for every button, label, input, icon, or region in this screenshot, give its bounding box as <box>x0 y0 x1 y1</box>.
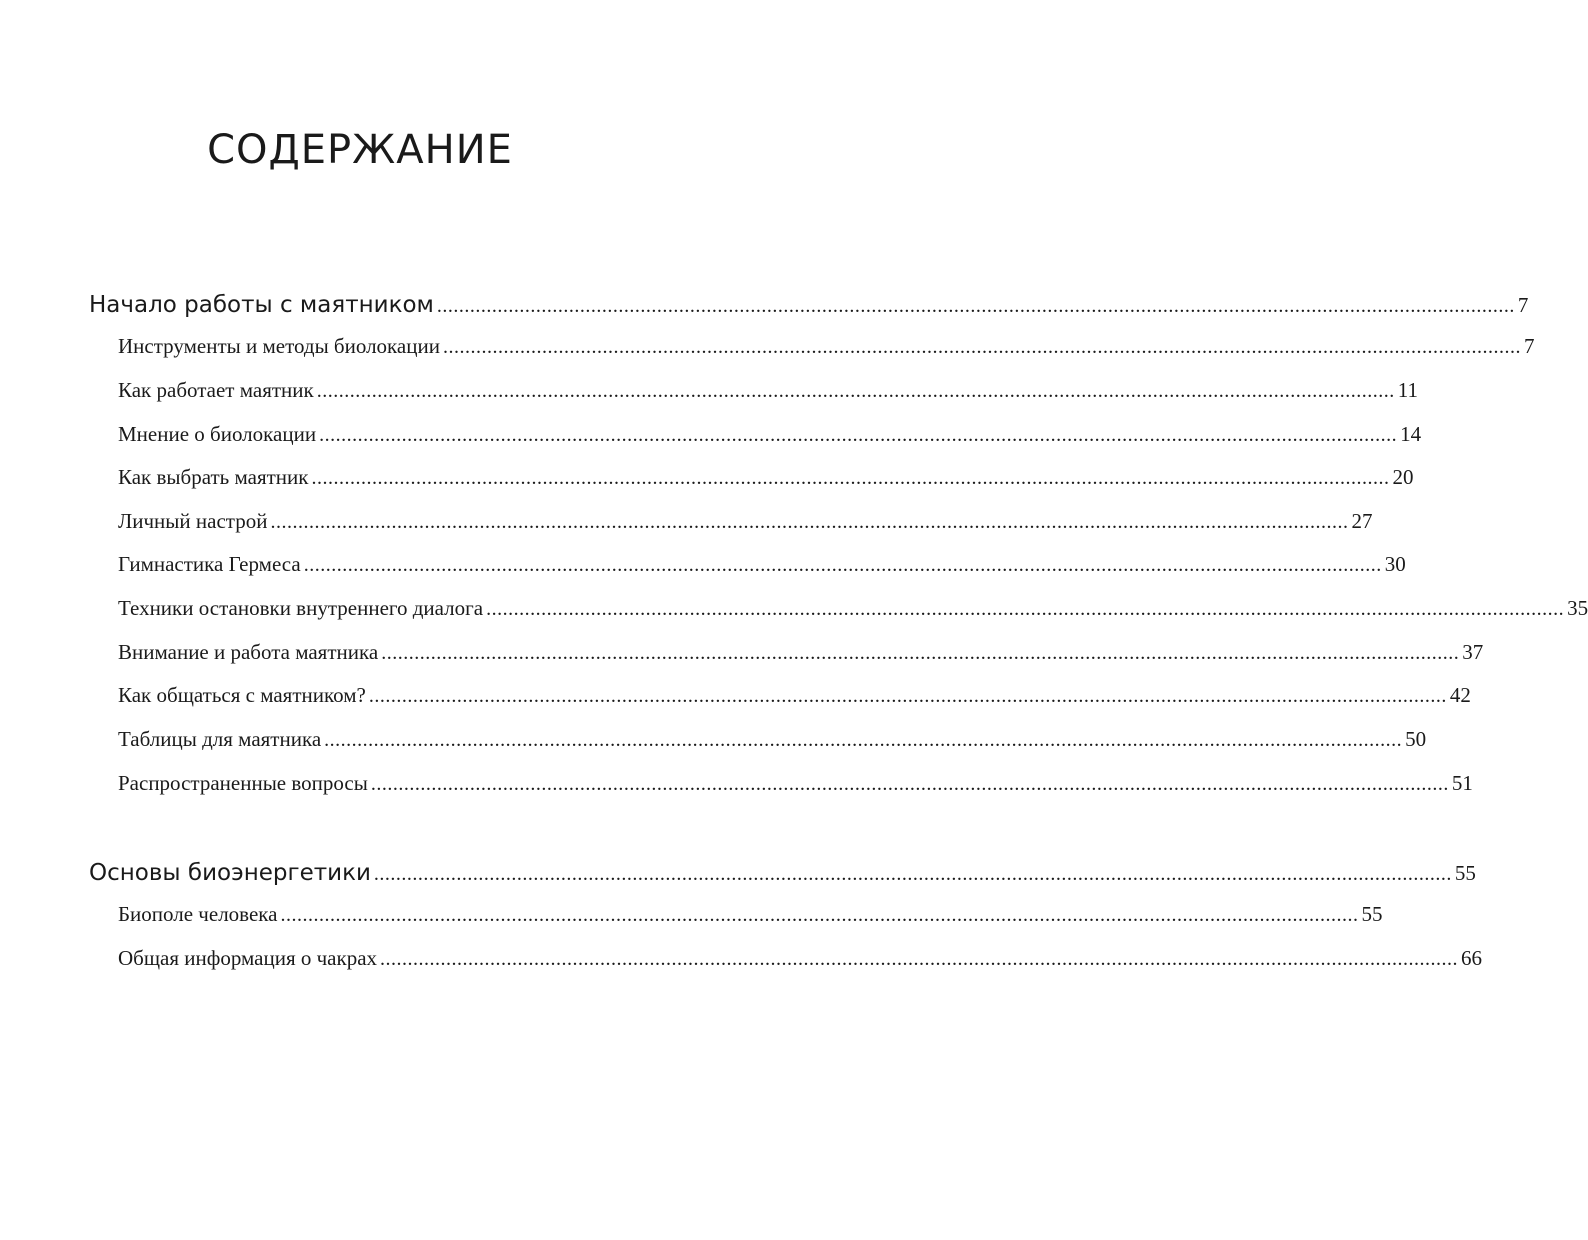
page-number: 35 <box>1567 596 1588 620</box>
section-title: Как выбрать маятник <box>118 465 309 489</box>
toc-section[interactable] <box>118 594 1588 623</box>
toc-section[interactable] <box>118 332 1535 361</box>
page-number: 55 <box>1361 902 1383 926</box>
dot-leader: .................................................................................................................................................................................................... <box>303 554 1382 576</box>
toc-section[interactable] <box>118 420 1422 449</box>
dot-leader: .................................................................................................................................................................................................... <box>436 295 1515 317</box>
page-title: СОДЕРЖАНИЕ <box>207 127 513 173</box>
chapter-title: Начало работы с маятником <box>89 292 434 318</box>
toc-section[interactable] <box>118 463 1414 492</box>
page-number: 11 <box>1397 378 1418 402</box>
dot-leader: .................................................................................................................................................................................................... <box>442 336 1521 358</box>
page-number: 51 <box>1451 771 1473 795</box>
page-number: 30 <box>1384 552 1406 576</box>
dot-leader: .................................................................................................................................................................................................... <box>368 685 1447 707</box>
section-title: Как работает маятник <box>118 378 314 402</box>
toc-section[interactable] <box>118 725 1427 754</box>
toc-section[interactable] <box>118 900 1383 929</box>
page-number: 7 <box>1523 334 1535 358</box>
dot-leader: .................................................................................................................................................................................................... <box>311 467 1390 489</box>
section-title: Инструменты и методы биолокации <box>118 334 440 358</box>
toc-section[interactable] <box>118 550 1406 579</box>
dot-leader: .................................................................................................................................................................................................... <box>324 729 1403 751</box>
page-number: 37 <box>1462 640 1484 664</box>
dot-leader: .................................................................................................................................................................................................... <box>380 948 1459 970</box>
section-title: Внимание и работа маятника <box>118 640 379 664</box>
dot-leader: .................................................................................................................................................................................................... <box>486 598 1565 620</box>
toc-section[interactable] <box>118 769 1473 798</box>
toc-chapter-1[interactable] <box>89 290 1529 321</box>
toc-section[interactable] <box>118 944 1483 973</box>
toc-section[interactable] <box>118 638 1484 667</box>
section-title: Таблицы для маятника <box>118 727 322 751</box>
section-title: Гимнастика Гермеса <box>118 552 301 576</box>
page-number: 7 <box>1517 293 1529 317</box>
page-number: 20 <box>1392 465 1414 489</box>
section-title: Распространенные вопросы <box>118 771 368 795</box>
section-title: Как общаться с маятником? <box>118 683 366 707</box>
toc-section[interactable] <box>118 376 1418 405</box>
toc-chapter-2[interactable] <box>89 858 1476 889</box>
chapter-title: Основы биоэнергетики <box>89 860 371 886</box>
section-title: Техники остановки внутреннего диалога <box>118 596 484 620</box>
dot-leader: .................................................................................................................................................................................................... <box>319 424 1398 446</box>
dot-leader: .................................................................................................................................................................................................... <box>316 380 1395 402</box>
toc-section[interactable] <box>118 681 1471 710</box>
page-number: 42 <box>1449 683 1471 707</box>
page-number: 27 <box>1351 509 1373 533</box>
toc-section[interactable] <box>118 507 1373 536</box>
section-title: Личный настрой <box>118 509 268 533</box>
dot-leader: .................................................................................................................................................................................................... <box>373 863 1452 885</box>
section-title: Мнение о биолокации <box>118 422 317 446</box>
page-number: 55 <box>1454 861 1476 885</box>
dot-leader: .................................................................................................................................................................................................... <box>280 904 1359 926</box>
section-title: Биополе человека <box>118 902 278 926</box>
page-number: 66 <box>1461 946 1483 970</box>
section-title: Общая информация о чакрах <box>118 946 378 970</box>
dot-leader: .................................................................................................................................................................................................... <box>381 642 1460 664</box>
dot-leader: .................................................................................................................................................................................................... <box>270 511 1349 533</box>
page-number: 14 <box>1400 422 1422 446</box>
dot-leader: .................................................................................................................................................................................................... <box>370 773 1449 795</box>
page-number: 50 <box>1405 727 1427 751</box>
